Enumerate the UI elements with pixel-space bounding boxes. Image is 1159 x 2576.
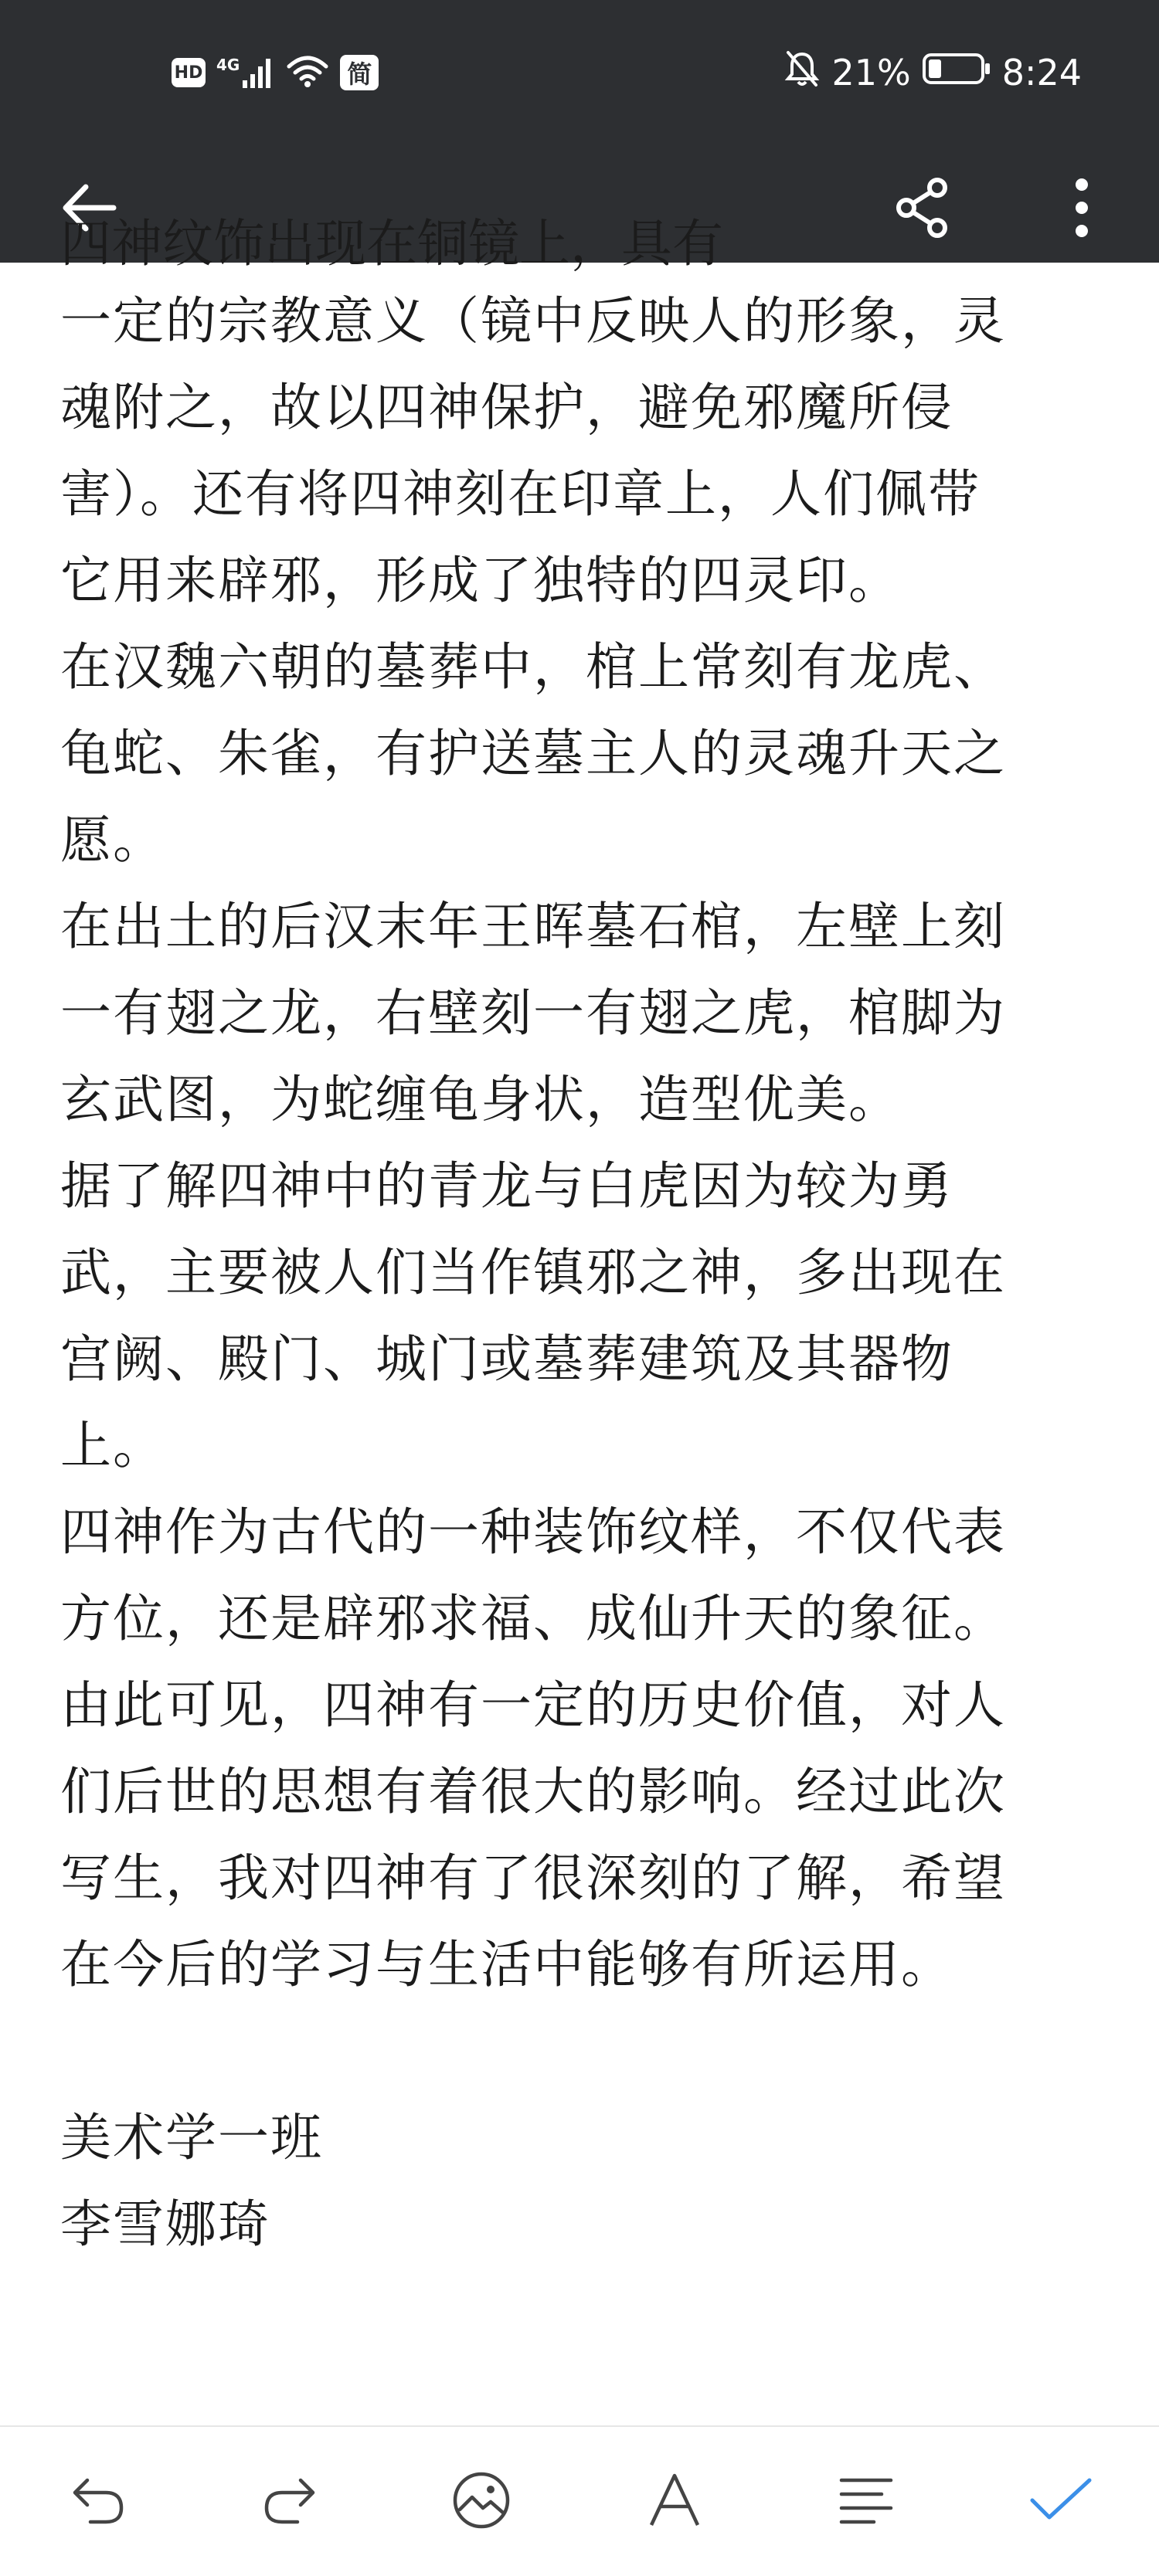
text-line: 魂附之，故以四神保护，避免邪魔所侵 xyxy=(60,378,953,437)
partial-line-text: 四神纹饰出现在铜镜上，具有 xyxy=(60,214,723,273)
hd-icon: HD xyxy=(172,58,206,87)
text-line: 在汉魏六朝的墓葬中，棺上常刻有龙虎、 xyxy=(60,637,1006,697)
blank-line xyxy=(60,2008,1119,2095)
signal-icon xyxy=(216,56,275,90)
text-line: 一有翅之龙，右壁刻一有翅之虎，棺脚为 xyxy=(60,983,1006,1043)
text-line: 龟蛇、朱雀，有护送墓主人的灵魂升天之 xyxy=(60,724,1006,783)
text-format-icon xyxy=(644,2469,705,2531)
status-left-group xyxy=(172,51,379,94)
text-line: 方位，还是辟邪求福、成仙升天的象征。 xyxy=(60,1589,1006,1648)
class-name-line: 美术学一班 xyxy=(60,2108,323,2167)
done-check-icon xyxy=(1026,2472,1096,2528)
text-line: 在今后的学习与生活中能够有所运用。 xyxy=(60,1935,953,1994)
document-text[interactable] xyxy=(60,278,1119,2268)
author-name-line: 李雪娜琦 xyxy=(60,2194,270,2254)
partial-scrolled-line xyxy=(60,214,949,275)
undo-button[interactable] xyxy=(56,2458,141,2543)
clock: 8:24 xyxy=(1001,52,1082,93)
status-bar xyxy=(0,0,1159,147)
text-line: 在出土的后汉末年王晖墓石棺，左壁上刻 xyxy=(60,897,1006,956)
text-line: 们后世的思想有着很大的影响。经过此次 xyxy=(60,1762,1006,1821)
more-options-button[interactable] xyxy=(1043,165,1120,250)
text-line: 四神作为古代的一种装饰纹样，不仅代表 xyxy=(60,1502,1006,1562)
more-vertical-icon xyxy=(1072,177,1091,239)
undo-icon xyxy=(67,2472,129,2528)
image-icon xyxy=(450,2469,512,2531)
bottom-toolbar xyxy=(0,2425,1159,2576)
text-line: 宫阙、殿门、城门或墓葬建筑及其器物 xyxy=(60,1329,953,1389)
text-line: 害）。还有将四神刻在印章上，人们佩带 xyxy=(60,464,981,524)
status-right-group xyxy=(783,48,1082,97)
text-line: 一定的宗教意义（镜中反映人的形象，灵 xyxy=(60,291,1006,351)
text-line: 上。 xyxy=(60,1416,165,1475)
network-type-label: 4G xyxy=(216,56,240,74)
redo-button[interactable] xyxy=(247,2458,332,2543)
text-line: 由此可见，四神有一定的历史价值，对人 xyxy=(60,1675,1006,1735)
align-icon xyxy=(835,2472,897,2528)
redo-icon xyxy=(259,2472,321,2528)
battery-percent: 21% xyxy=(831,52,911,93)
text-line: 愿。 xyxy=(60,810,165,870)
text-line: 写生，我对四神有了很深刻的了解，希望 xyxy=(60,1848,1006,1908)
share-icon xyxy=(894,177,953,239)
text-line: 玄武图，为蛇缠龟身状，造型优美。 xyxy=(60,1070,901,1129)
text-line: 它用来辟邪，形成了独特的四灵印。 xyxy=(60,551,901,610)
share-button[interactable] xyxy=(881,165,966,250)
done-button[interactable] xyxy=(1018,2458,1103,2543)
input-method-badge: 简 xyxy=(340,55,379,90)
battery-icon xyxy=(922,51,991,95)
wifi-icon xyxy=(286,54,329,91)
text-line: 武，主要被人们当作镇邪之神，多出现在 xyxy=(60,1243,1006,1302)
paragraph-align-button[interactable] xyxy=(824,2458,909,2543)
insert-image-button[interactable] xyxy=(439,2458,524,2543)
text-format-button[interactable] xyxy=(632,2458,717,2543)
document-body[interactable] xyxy=(0,214,1159,2425)
text-line: 据了解四神中的青龙与白虎因为较为勇 xyxy=(60,1156,953,1216)
bell-off-icon xyxy=(783,49,821,97)
